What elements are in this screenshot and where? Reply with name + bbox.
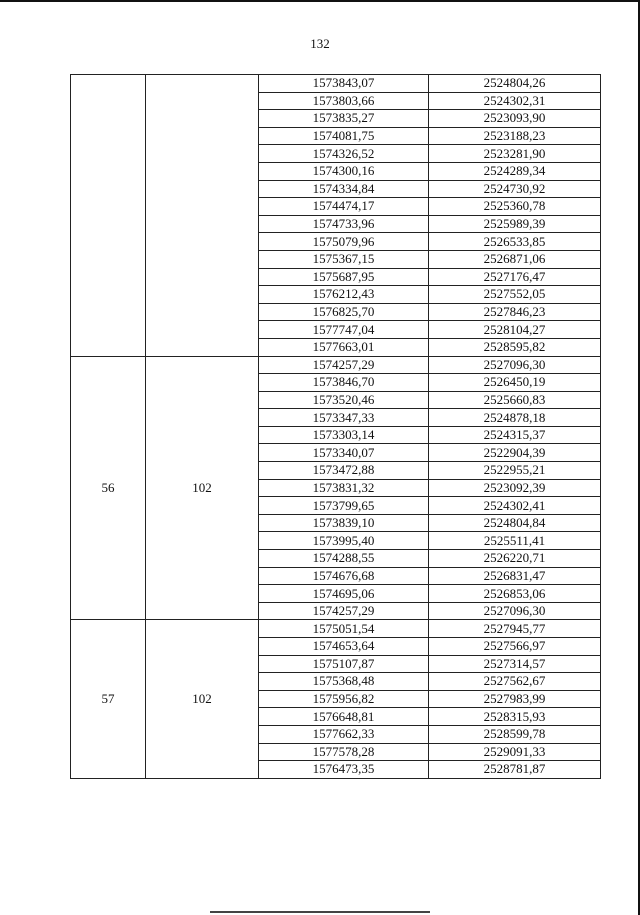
x-coordinate-cell: 1574334,84 [259,180,429,198]
table-row [71,356,601,374]
y-coordinate-cell: 2524730,92 [429,180,601,198]
x-coordinate-cell: 1576212,43 [259,286,429,304]
y-coordinate-cell: 2524878,18 [429,409,601,427]
y-coordinate-cell: 2527552,05 [429,286,601,304]
y-coordinate-cell: 2528315,93 [429,708,601,726]
x-coordinate-cell: 1575687,95 [259,268,429,286]
y-coordinate-cell: 2527096,30 [429,356,601,374]
x-coordinate-cell: 1574676,68 [259,567,429,585]
y-coordinate-cell: 2524315,37 [429,426,601,444]
x-coordinate-cell: 1573303,14 [259,426,429,444]
y-coordinate-cell: 2525511,41 [429,532,601,550]
x-coordinate-cell: 1574326,52 [259,145,429,163]
x-coordinate-cell: 1577662,33 [259,725,429,743]
y-coordinate-cell: 2527945,77 [429,620,601,638]
x-coordinate-cell: 1574257,29 [259,602,429,620]
y-coordinate-cell: 2525660,83 [429,391,601,409]
y-coordinate-cell: 2526831,47 [429,567,601,585]
y-coordinate-cell: 2522955,21 [429,462,601,480]
x-coordinate-cell: 1573472,88 [259,462,429,480]
x-coordinate-cell: 1576648,81 [259,708,429,726]
x-coordinate-cell: 1574257,29 [259,356,429,374]
x-coordinate-cell: 1577578,28 [259,743,429,761]
x-coordinate-cell: 1577747,04 [259,321,429,339]
x-coordinate-cell: 1575367,15 [259,250,429,268]
y-coordinate-cell: 2524302,31 [429,92,601,110]
y-coordinate-cell: 2523188,23 [429,127,601,145]
x-coordinate-cell: 1574653,64 [259,638,429,656]
zone-number-cell [146,75,259,357]
table-row [71,620,601,638]
x-coordinate-cell: 1575051,54 [259,620,429,638]
x-coordinate-cell: 1573995,40 [259,532,429,550]
y-coordinate-cell: 2524804,26 [429,75,601,93]
y-coordinate-cell: 2524289,34 [429,162,601,180]
y-coordinate-cell: 2528104,27 [429,321,601,339]
x-coordinate-cell: 1573347,33 [259,409,429,427]
y-coordinate-cell: 2522904,39 [429,444,601,462]
y-coordinate-cell: 2524804,84 [429,514,601,532]
zone-number-cell: 102 [146,356,259,620]
y-coordinate-cell: 2523092,39 [429,479,601,497]
x-coordinate-cell: 1573520,46 [259,391,429,409]
y-coordinate-cell: 2527846,23 [429,303,601,321]
x-coordinate-cell: 1574695,06 [259,585,429,603]
y-coordinate-cell: 2526220,71 [429,550,601,568]
footer-line [210,911,430,913]
y-coordinate-cell: 2526853,06 [429,585,601,603]
y-coordinate-cell: 2528781,87 [429,761,601,779]
x-coordinate-cell: 1575079,96 [259,233,429,251]
x-coordinate-cell: 1574300,16 [259,162,429,180]
y-coordinate-cell: 2529091,33 [429,743,601,761]
coordinates-table [70,74,601,779]
x-coordinate-cell: 1575956,82 [259,690,429,708]
y-coordinate-cell: 2528599,78 [429,725,601,743]
x-coordinate-cell: 1573839,10 [259,514,429,532]
y-coordinate-cell: 2525989,39 [429,215,601,233]
y-coordinate-cell: 2523093,90 [429,110,601,128]
x-coordinate-cell: 1575368,48 [259,673,429,691]
x-coordinate-cell: 1576473,35 [259,761,429,779]
y-coordinate-cell: 2527176,47 [429,268,601,286]
y-coordinate-cell: 2526450,19 [429,374,601,392]
y-coordinate-cell: 2526871,06 [429,250,601,268]
x-coordinate-cell: 1575107,87 [259,655,429,673]
parcel-number-cell: 56 [71,356,146,620]
parcel-number-cell [71,75,146,357]
x-coordinate-cell: 1573835,27 [259,110,429,128]
y-coordinate-cell: 2527983,99 [429,690,601,708]
x-coordinate-cell: 1573831,32 [259,479,429,497]
y-coordinate-cell: 2524302,41 [429,497,601,515]
x-coordinate-cell: 1574733,96 [259,215,429,233]
y-coordinate-cell: 2527566,97 [429,638,601,656]
y-coordinate-cell: 2527314,57 [429,655,601,673]
x-coordinate-cell: 1573340,07 [259,444,429,462]
x-coordinate-cell: 1574288,55 [259,550,429,568]
parcel-number-cell: 57 [71,620,146,778]
y-coordinate-cell: 2525360,78 [429,198,601,216]
y-coordinate-cell: 2527562,67 [429,673,601,691]
y-coordinate-cell: 2526533,85 [429,233,601,251]
x-coordinate-cell: 1574081,75 [259,127,429,145]
x-coordinate-cell: 1573846,70 [259,374,429,392]
x-coordinate-cell: 1573843,07 [259,75,429,93]
page-number: 132 [310,36,330,51]
zone-number-cell: 102 [146,620,259,778]
x-coordinate-cell: 1577663,01 [259,338,429,356]
x-coordinate-cell: 1573803,66 [259,92,429,110]
table-row [71,75,601,93]
y-coordinate-cell: 2527096,30 [429,602,601,620]
x-coordinate-cell: 1574474,17 [259,198,429,216]
y-coordinate-cell: 2523281,90 [429,145,601,163]
x-coordinate-cell: 1576825,70 [259,303,429,321]
y-coordinate-cell: 2528595,82 [429,338,601,356]
x-coordinate-cell: 1573799,65 [259,497,429,515]
